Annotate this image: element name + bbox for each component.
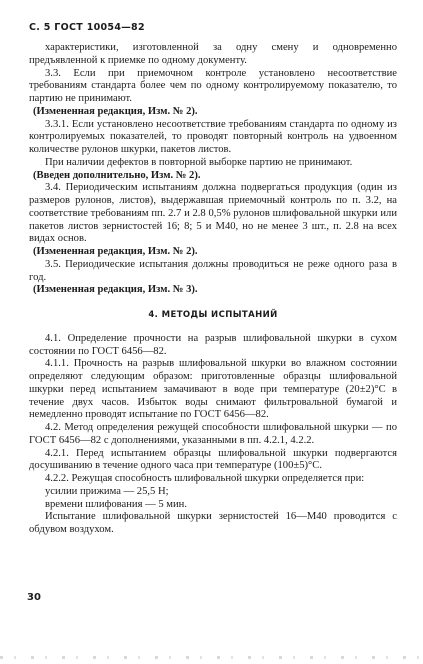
clause-3-3-1: 3.3.1. Если установлено несоответствие требованиям стандарта по одному из контролируемых показателей, то проводят повторный контроль на удвоенном количестве рулонов шкурки, пакетов листов.: [29, 118, 397, 155]
clause-4-1-1: 4.1.1. Прочность на разрыв шлифовальной шкурки во влажном состоянии определяют следующим образом: приготовленные образцы шлифовальной шкурки перед испытанием замачивают в воде при температуре (20±2)°С в течение двух часов. Избыток воды снимают фильтровальной бумагой и немедленно проводят испытание по ГОСТ 6456—82.: [29, 358, 397, 421]
clause-3-5: 3.5. Периодические испытания должны проводиться не реже одного раза в год.: [29, 258, 397, 283]
paragraph-defects: При наличии дефектов в повторной выборке партию не принимают.: [45, 156, 353, 168]
clause-4-2-2: 4.2.2. Режущая способность шлифовальной шкурки определяется при:: [45, 473, 365, 484]
section-heading: 4. МЕТОДЫ ИСПЫТАНИЙ: [148, 310, 278, 320]
amendment-note: (Измененная редакция, Изм. № 2).: [33, 105, 198, 117]
condition-time: времени шлифования — 5 мин.: [45, 498, 187, 510]
body-text: [29, 42, 397, 537]
clause-4-1: 4.1. Определение прочности на разрыв шлифовальной шкурки в сухом состоянии по ГОСТ 6456—82.: [29, 332, 397, 357]
clause-3-3: 3.3. Если при приемочном контроле установлено несоответствие требованиям стандарта более чем по одному контролируемому показателю, то партию не принимают.: [29, 67, 397, 104]
clause-3-4: 3.4. Периодическим испытаниям должна подвергаться продукция (один из размеров рулонов, листов), выдержавшая приемочный контроль по п. 3.2, на соответствие требованиям пп. 2.7 и 2.8 0,5% рулонов шлифовальной шкурки или пакетов листов зернистостей 16; 8; 5 и М40, но не менее 3 шт., п. 2.8 на всех видах основ.: [29, 182, 397, 245]
condition-force: усилии прижима — 25,5 Н;: [45, 485, 169, 497]
page-header: С. 5 ГОСТ 10054—82: [29, 22, 145, 33]
clause-4-2-1: 4.2.1. Перед испытанием образцы шлифовальной шкурки подвергаются досушиванию в течение одного часа при температуре (100±5)°С.: [29, 447, 397, 472]
paragraph-airflow: Испытание шлифовальной шкурки зернистостей 16—М40 проводится с обдувом воздухом.: [29, 511, 397, 535]
amendment-note: (Введен дополнительно, Изм. № 2).: [33, 169, 201, 181]
page-number: 30: [27, 592, 41, 603]
scan-edge-divider: [0, 656, 423, 659]
amendment-note: (Измененная редакция, Изм. № 2).: [33, 246, 198, 257]
paragraph-continuation: характеристики, изготовленной за одну смену и одновременно предъявленной к приемке по одному документу.: [29, 42, 397, 66]
clause-4-2: 4.2. Метод определения режущей способности шлифовальной шкурки — по ГОСТ 6456—82 с дополнениями, указанными в пп. 4.2.1, 4.2.2.: [29, 422, 397, 446]
amendment-note: (Измененная редакция, Изм. № 3).: [33, 284, 198, 296]
